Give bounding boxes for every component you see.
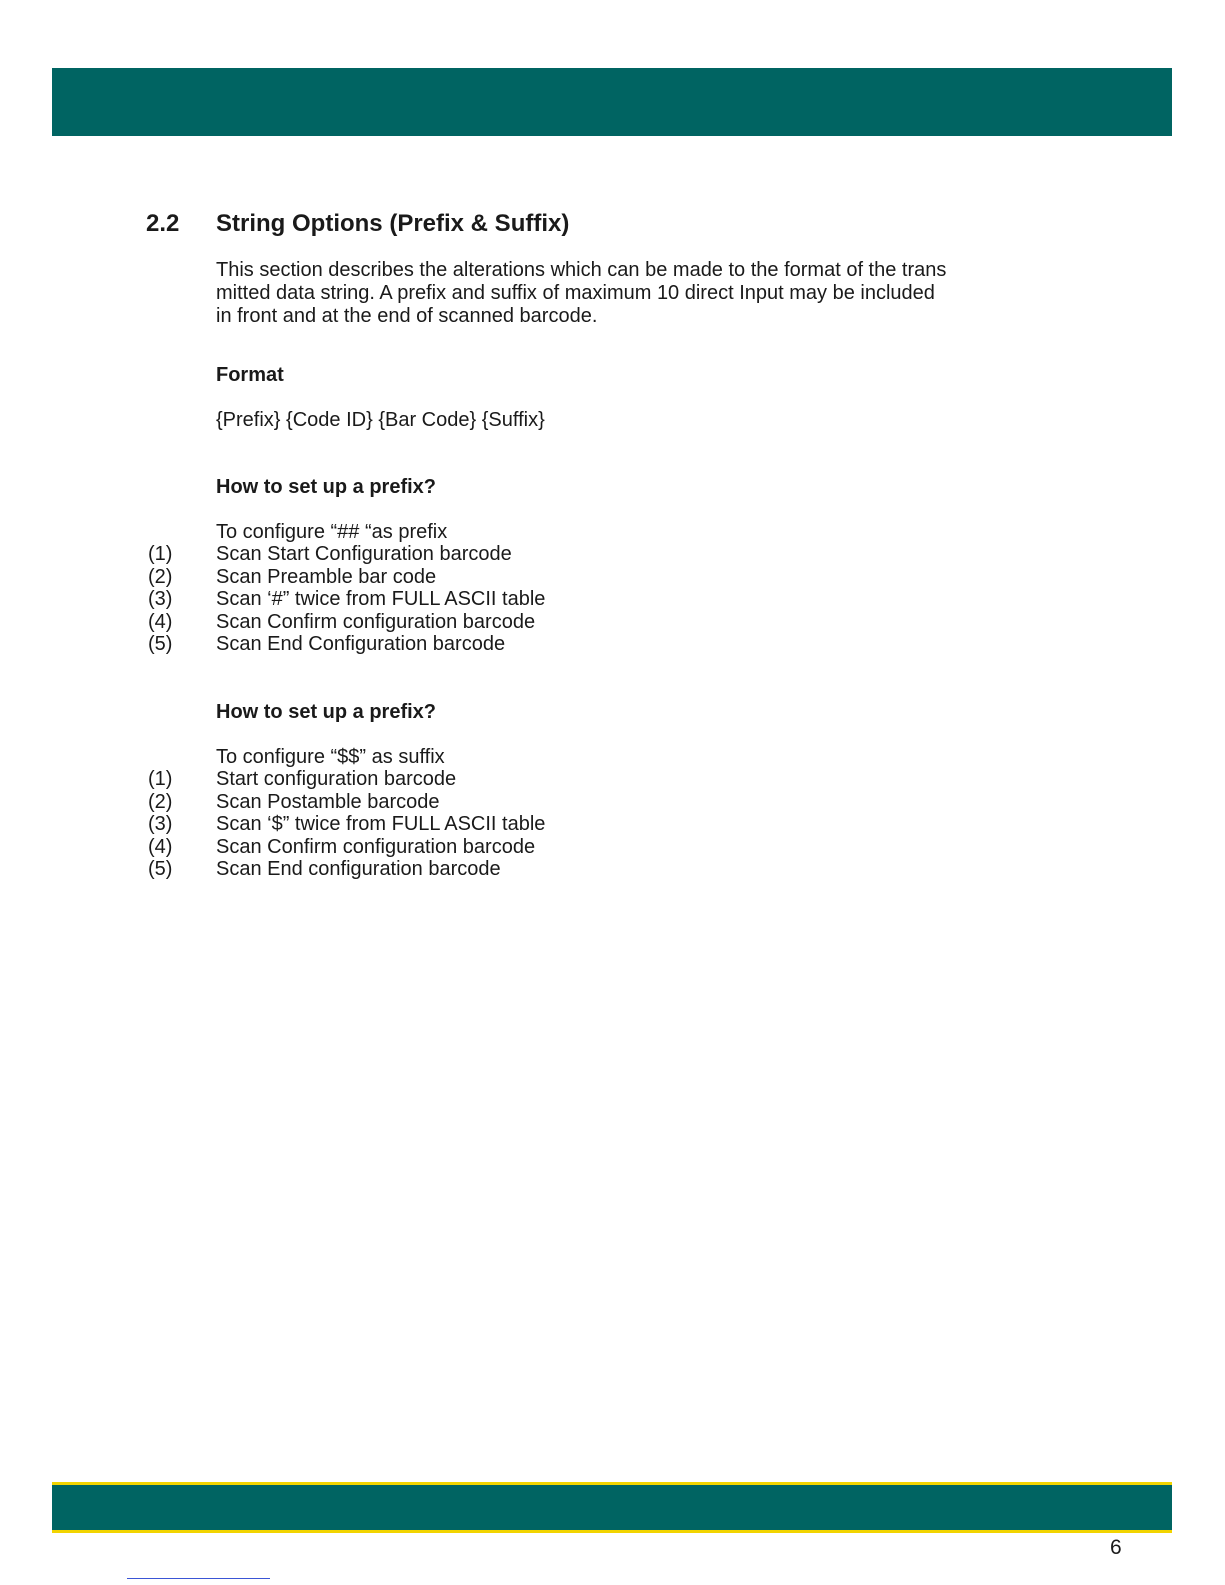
step-text: Scan Postamble barcode xyxy=(216,790,440,813)
step-text: Scan Confirm configuration barcode xyxy=(216,610,536,633)
step-number: (1) xyxy=(148,543,173,565)
prefix-step xyxy=(0,588,1225,611)
prefix-heading: How to set up a prefix? xyxy=(216,476,437,498)
footer-band xyxy=(52,1482,1172,1533)
suffix-steps xyxy=(0,768,1225,881)
intro-line: mitted data string. A prefix and suffix of maximum 10 direct Input may be included xyxy=(216,282,935,304)
step-text: Start configuration barcode xyxy=(216,768,457,790)
step-number: (4) xyxy=(148,835,173,858)
step-number: (2) xyxy=(148,790,173,813)
step-number: (4) xyxy=(148,610,173,633)
intro-line: This section describes the alterations which can be made to the format of the trans xyxy=(216,259,947,281)
prefix-lead: To configure “## “as prefix xyxy=(216,521,448,543)
step-text: Scan ‘$” twice from FULL ASCII table xyxy=(216,813,546,835)
section-number: 2.2 xyxy=(146,210,180,237)
suffix-step xyxy=(0,813,1225,836)
step-number: (2) xyxy=(148,565,173,588)
suffix-lead: To configure “$$” as suffix xyxy=(216,746,445,768)
page-number: 6 xyxy=(1110,1536,1122,1559)
step-number: (5) xyxy=(148,858,173,880)
suffix-step xyxy=(0,858,1225,881)
step-text: Scan End Configuration barcode xyxy=(216,633,506,655)
step-text: Scan Confirm configuration barcode xyxy=(216,835,536,858)
suffix-step xyxy=(0,836,1225,859)
header-band xyxy=(52,68,1172,136)
suffix-step xyxy=(0,768,1225,791)
format-value: {Prefix} {Code ID} {Bar Code} {Suffix} xyxy=(216,409,545,431)
prefix-step xyxy=(0,566,1225,589)
format-heading: Format xyxy=(216,364,284,386)
intro-paragraph xyxy=(216,259,1076,328)
suffix-heading: How to set up a prefix? xyxy=(216,701,437,723)
prefix-step xyxy=(0,611,1225,634)
step-text: Scan End configuration barcode xyxy=(216,858,501,880)
intro-line: in front and at the end of scanned barcode. xyxy=(216,305,598,327)
step-number: (1) xyxy=(148,768,173,790)
footer-link-underline xyxy=(127,1578,270,1579)
step-text: Scan Start Configuration barcode xyxy=(216,543,512,565)
section-title: String Options (Prefix & Suffix) xyxy=(216,210,570,237)
prefix-steps xyxy=(0,543,1225,656)
step-text: Scan ‘#” twice from FULL ASCII table xyxy=(216,588,546,610)
prefix-step xyxy=(0,543,1225,566)
prefix-step xyxy=(0,633,1225,656)
step-number: (3) xyxy=(148,588,173,610)
suffix-step xyxy=(0,791,1225,814)
step-number: (3) xyxy=(148,813,173,835)
step-text: Scan Preamble bar code xyxy=(216,565,437,588)
step-number: (5) xyxy=(148,633,173,655)
